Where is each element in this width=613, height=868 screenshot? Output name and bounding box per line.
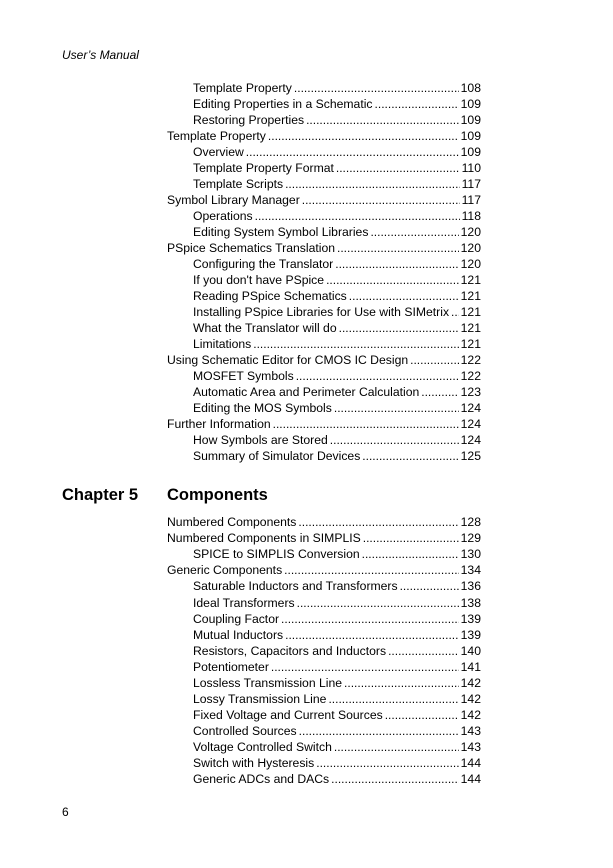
toc-entry-page: 117 [461, 177, 481, 191]
toc-entry[interactable] [167, 707, 481, 723]
toc-entry[interactable] [167, 128, 481, 144]
toc-entry-title: Potentiometer [193, 660, 269, 674]
dot-leader [246, 144, 459, 160]
toc-entry-page: 142 [460, 692, 481, 706]
dot-leader [370, 224, 458, 240]
toc-entry[interactable] [167, 272, 481, 288]
dot-leader [302, 192, 460, 208]
dot-leader [326, 272, 459, 288]
toc-entry-title: Lossless Transmission Line [193, 676, 343, 690]
toc-entry-title: Template Property [167, 129, 266, 143]
dot-leader [306, 112, 459, 128]
toc-entry-title: Numbered Components [167, 515, 297, 529]
toc-entry-page: 117 [461, 193, 481, 207]
toc-entry[interactable] [167, 659, 481, 675]
toc-entry[interactable] [167, 675, 481, 691]
toc-entry-page: 129 [460, 531, 481, 545]
toc-entry-title: Reading PSpice Schematics [193, 289, 347, 303]
toc-entry-page: 138 [460, 596, 481, 610]
toc-entry-title: If you don't have PSpice [193, 273, 325, 287]
toc-entry-title: Automatic Area and Perimeter Calculation [193, 385, 420, 399]
dot-leader [294, 80, 459, 96]
toc-entry-page: 120 [460, 241, 481, 255]
toc-entry-title: Symbol Library Manager [167, 193, 300, 207]
toc-entry-page: 140 [460, 644, 481, 658]
dot-leader [334, 400, 459, 416]
toc-entry-title: Further Information [167, 417, 271, 431]
dot-leader [299, 723, 459, 739]
toc-entry-title: What the Translator will do [193, 321, 337, 335]
dot-leader [451, 304, 459, 320]
dot-leader [273, 416, 459, 432]
toc-entry-page: 142 [460, 676, 481, 690]
page-number: 6 [62, 805, 69, 819]
toc-entry-page: 109 [460, 129, 481, 143]
dot-leader [297, 595, 459, 611]
dot-leader [410, 352, 459, 368]
chapter-number: Chapter 5 [62, 486, 139, 504]
toc-entry[interactable] [167, 723, 481, 739]
dot-leader [298, 514, 458, 530]
toc-entry[interactable] [167, 160, 481, 176]
toc-entry-title: Mutual Inductors [193, 628, 284, 642]
dot-leader [296, 368, 459, 384]
toc-entry[interactable] [167, 176, 481, 192]
running-header: User’s Manual [62, 48, 139, 62]
toc-entry-page: 130 [460, 547, 481, 561]
toc-list [167, 514, 481, 787]
dot-leader [271, 659, 459, 675]
toc-entry[interactable] [167, 112, 481, 128]
toc-entry-title: MOSFET Symbols [193, 369, 294, 383]
toc-entry-page: 121 [460, 289, 481, 303]
toc-entry[interactable] [167, 256, 481, 272]
toc-entry-page: 121 [460, 337, 481, 351]
toc-entry-page: 121 [460, 321, 481, 335]
toc-entry-title: Editing System Symbol Libraries [193, 225, 369, 239]
toc-entry-title: Template Property Format [193, 161, 334, 175]
toc-entry-page: 121 [460, 273, 481, 287]
toc-entry-title: Switch with Hysteresis [193, 756, 315, 770]
toc-entry-title: Template Scripts [193, 177, 284, 191]
dot-leader [255, 208, 460, 224]
dot-leader [284, 562, 458, 578]
toc-entry[interactable] [167, 336, 481, 352]
toc-entry-title: Controlled Sources [193, 724, 297, 738]
toc-entry[interactable] [167, 530, 481, 546]
toc-entry[interactable] [167, 595, 481, 611]
toc-entry-title: Ideal Transformers [193, 596, 295, 610]
toc-entry-page: 141 [460, 660, 481, 674]
toc-entry-title: SPICE to SIMPLIS Conversion [193, 547, 360, 561]
dot-leader [400, 578, 459, 594]
toc-entry-title: How Symbols are Stored [193, 433, 328, 447]
toc-entry[interactable] [167, 739, 481, 755]
toc-entry-page: 124 [460, 433, 481, 447]
toc-entry[interactable] [167, 416, 481, 432]
toc-entry-page: 123 [460, 385, 481, 399]
toc-entry-page: 139 [460, 628, 481, 642]
toc-entry-title: Installing PSpice Libraries for Use with SIMetrix [193, 305, 450, 319]
toc-entry-page: 124 [460, 417, 481, 431]
toc-entry-page: 136 [460, 579, 481, 593]
toc-entry[interactable] [167, 627, 481, 643]
toc-entry[interactable] [167, 320, 481, 336]
dot-leader [334, 739, 459, 755]
toc-entry-page: 109 [460, 113, 481, 127]
toc-entry-page: 109 [460, 97, 481, 111]
toc-entry-title: Editing Properties in a Schematic [193, 97, 373, 111]
toc-entry[interactable] [167, 643, 481, 659]
toc-entry[interactable] [167, 562, 481, 578]
toc-entry-page: 143 [460, 740, 481, 754]
dot-leader [330, 432, 459, 448]
dot-leader [337, 240, 459, 256]
toc-entry-title: Restoring Properties [193, 113, 305, 127]
toc-entry[interactable] [167, 771, 481, 787]
toc-entry-title: Editing the MOS Symbols [193, 401, 332, 415]
toc-entry-page: 142 [460, 708, 481, 722]
toc-entry-title: Configuring the Translator [193, 257, 334, 271]
dot-leader [421, 384, 458, 400]
dot-leader [385, 707, 459, 723]
dot-leader [344, 675, 459, 691]
toc-entry[interactable] [167, 304, 481, 320]
toc-entry-title: Using Schematic Editor for CMOS IC Design [167, 353, 409, 367]
toc-entry-page: 125 [460, 449, 481, 463]
toc-entry-page: 108 [460, 81, 481, 95]
toc-entry[interactable] [167, 755, 481, 771]
toc-entry-page: 122 [460, 369, 481, 383]
toc-entry-page: 121 [460, 305, 481, 319]
dot-leader [336, 160, 460, 176]
toc-entry-page: 109 [460, 145, 481, 159]
dot-leader [362, 448, 458, 464]
toc-entry-title: PSpice Schematics Translation [167, 241, 335, 255]
toc-entry-page: 120 [460, 257, 481, 271]
dot-leader [349, 288, 459, 304]
toc-entry[interactable] [167, 208, 481, 224]
toc-entry-title: Template Property [193, 81, 292, 95]
dot-leader [362, 546, 459, 562]
toc-entry-title: Summary of Simulator Devices [193, 449, 361, 463]
toc-entry-title: Coupling Factor [193, 612, 280, 626]
dot-leader [285, 627, 459, 643]
toc-entry-page: 110 [461, 161, 481, 175]
toc-entry[interactable] [167, 192, 481, 208]
dot-leader [328, 691, 458, 707]
toc-entry-page: 118 [461, 209, 481, 223]
toc-entry-title: Lossy Transmission Line [193, 692, 327, 706]
dot-leader [331, 771, 459, 787]
dot-leader [253, 336, 458, 352]
toc-entry-title: Fixed Voltage and Current Sources [193, 708, 383, 722]
toc-entry-title: Generic Components [167, 563, 283, 577]
toc-entry-title: Resistors, Capacitors and Inductors [193, 644, 387, 658]
toc-entry-title: Numbered Components in SIMPLIS [167, 531, 361, 545]
dot-leader [388, 643, 459, 659]
toc-entry[interactable] [167, 144, 481, 160]
toc-entry-page: 144 [460, 772, 481, 786]
toc-entry-page: 128 [460, 515, 481, 529]
toc-entry[interactable] [167, 432, 481, 448]
dot-leader [268, 128, 459, 144]
toc-entry[interactable] [167, 691, 481, 707]
toc-entry-page: 134 [460, 563, 481, 577]
toc-entry[interactable] [167, 288, 481, 304]
toc-entry[interactable] [167, 240, 481, 256]
toc-entry[interactable] [167, 224, 481, 240]
toc-entry[interactable] [167, 80, 481, 96]
toc-entry-page: 122 [460, 353, 481, 367]
toc-entry[interactable] [167, 611, 481, 627]
dot-leader [375, 96, 459, 112]
toc-entry[interactable] [167, 352, 481, 368]
dot-leader [363, 530, 459, 546]
dot-leader [339, 320, 459, 336]
toc-entry[interactable] [167, 578, 481, 595]
dot-leader [281, 611, 459, 627]
toc-entry-page: 124 [460, 401, 481, 415]
toc-entry-title: Operations [193, 209, 253, 223]
dot-leader [316, 755, 458, 771]
toc-entry[interactable] [167, 400, 481, 416]
toc-entry[interactable] [167, 514, 481, 530]
toc-entry[interactable] [167, 384, 481, 400]
toc-list [167, 80, 481, 464]
toc-entry-page: 120 [460, 225, 481, 239]
toc-entry-page: 139 [460, 612, 481, 626]
dot-leader [285, 176, 459, 192]
toc-entry[interactable] [167, 448, 481, 464]
dot-leader [335, 256, 458, 272]
chapter-title: Components [167, 486, 268, 504]
toc-entry-title: Overview [193, 145, 244, 159]
toc-entry-page: 143 [460, 724, 481, 738]
toc-entry[interactable] [167, 368, 481, 384]
toc-entry-page: 144 [460, 756, 481, 770]
toc-entry-title: Limitations [193, 337, 252, 351]
toc-entry[interactable] [167, 96, 481, 112]
toc-entry-title: Saturable Inductors and Transformers [193, 579, 398, 593]
toc-entry-title: Generic ADCs and DACs [193, 772, 330, 786]
toc-entry-title: Voltage Controlled Switch [193, 740, 332, 754]
toc-entry[interactable] [167, 546, 481, 562]
